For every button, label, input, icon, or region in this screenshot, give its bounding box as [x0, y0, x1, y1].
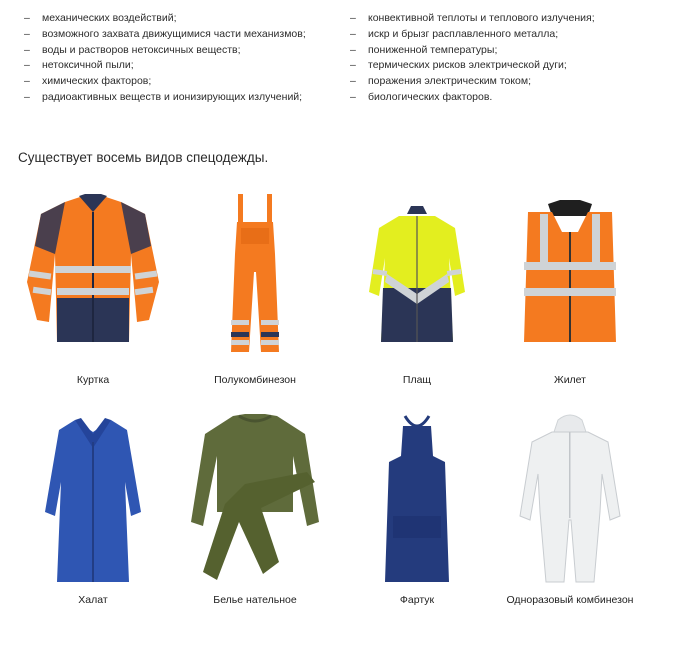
- garment-label: Плащ: [402, 374, 432, 386]
- garment-label: Одноразовый комбинезон: [506, 594, 634, 606]
- disposable-coverall-icon: [490, 412, 650, 587]
- garment-card-lab-coat[interactable]: [13, 412, 173, 622]
- intro-text: Существует восемь видов спецодежды.: [18, 150, 269, 165]
- lab-coat-icon: [13, 412, 173, 587]
- hazard-list-right: [348, 11, 658, 106]
- list-item: – химических факторов;: [22, 74, 342, 90]
- garment-card-vest[interactable]: [490, 192, 650, 402]
- list-item: – поражения электрическим током;: [348, 74, 658, 90]
- garment-label: Халат: [78, 594, 108, 606]
- raincoat-icon: [337, 192, 497, 367]
- garment-card-thermal-underwear[interactable]: [175, 412, 335, 622]
- list-item: – биологических факторов.: [348, 90, 658, 106]
- garment-card-jacket[interactable]: [13, 192, 173, 402]
- garment-card-bib-overalls[interactable]: [175, 192, 335, 402]
- garment-card-disposable-coverall[interactable]: [490, 412, 650, 622]
- list-item: – радиоактивных веществ и ионизирующих излучений;: [22, 90, 342, 106]
- hazard-list-left: [22, 11, 342, 106]
- list-item: – нетоксичной пыли;: [22, 58, 342, 74]
- list-item: – воды и растворов нетоксичных веществ;: [22, 43, 342, 59]
- list-item: – конвективной теплоты и теплового излучения;: [348, 11, 658, 27]
- thermal-underwear-icon: [175, 412, 335, 587]
- bib-overalls-icon: [175, 192, 335, 367]
- vest-icon: [490, 192, 650, 367]
- garment-card-apron[interactable]: [337, 412, 497, 622]
- garment-label: Белье нательное: [213, 594, 297, 606]
- apron-icon: [337, 412, 497, 587]
- list-item: – искр и брызг расплавленного металла;: [348, 27, 658, 43]
- garment-card-raincoat[interactable]: [337, 192, 497, 402]
- garment-label: Куртка: [76, 374, 110, 386]
- list-item: – пониженной температуры;: [348, 43, 658, 59]
- garment-label: Полукомбинезон: [214, 374, 296, 386]
- list-item: – механических воздействий;: [22, 11, 342, 27]
- garment-label: Жилет: [554, 374, 586, 386]
- list-item: – возможного захвата движущимися части механизмов;: [22, 27, 342, 43]
- list-item: – термических рисков электрической дуги;: [348, 58, 658, 74]
- jacket-icon: [13, 192, 173, 367]
- garment-label: Фартук: [399, 594, 435, 606]
